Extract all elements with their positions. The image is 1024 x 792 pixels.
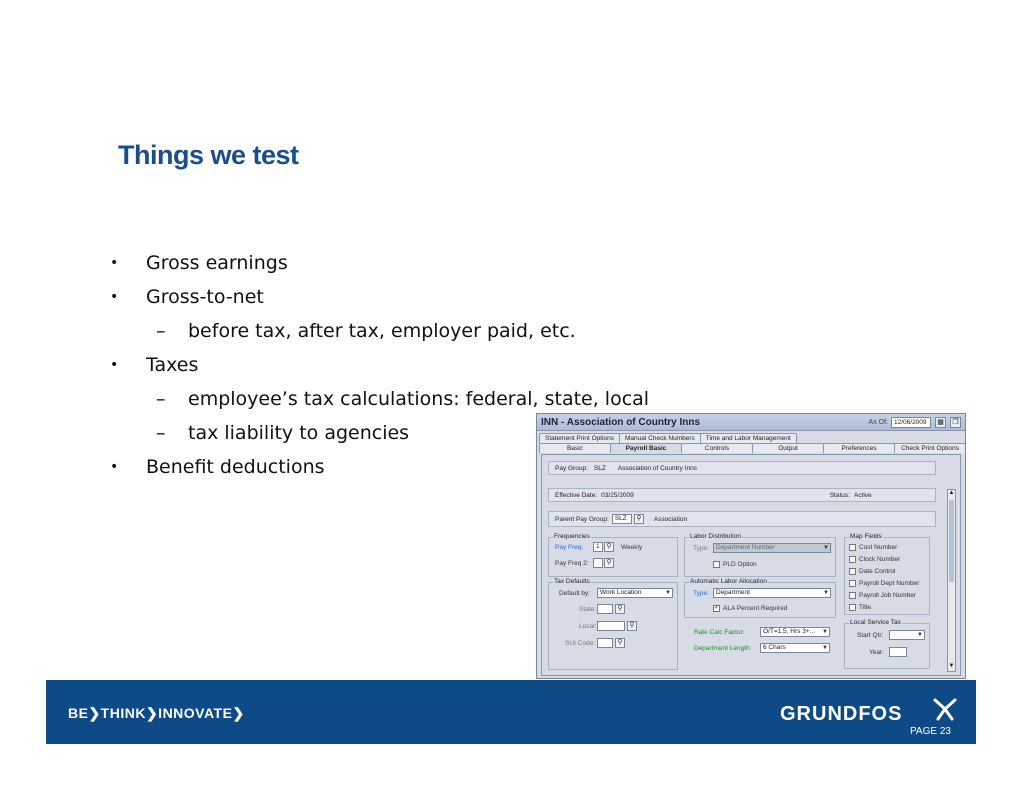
chevron-down-icon[interactable]: ▼ xyxy=(823,590,829,596)
dept-length-value: 6 Chars xyxy=(763,644,786,651)
grundfos-logo-icon xyxy=(932,696,958,722)
ala-percent-checkbox[interactable]: ✓ xyxy=(714,605,720,611)
chevron-down-icon: ▼ xyxy=(823,545,829,551)
parent-pay-group-row xyxy=(548,511,936,527)
chevron-down-icon[interactable]: ▼ xyxy=(917,632,923,638)
pay-group-row xyxy=(548,461,936,475)
as-of-field[interactable]: 12/06/2009 xyxy=(891,417,931,428)
bullet-item: • Gross earnings xyxy=(110,246,649,280)
local-field[interactable] xyxy=(597,621,625,631)
start-qtr-label: Start Qtr: xyxy=(857,632,884,639)
sub-bullet-item: – before tax, after tax, employer paid, etc. xyxy=(110,314,649,348)
auto-labor-group xyxy=(684,578,836,618)
tab-basic[interactable]: Basic xyxy=(539,443,611,453)
parent-pay-group-field[interactable]: SLZ xyxy=(612,514,632,524)
footer-bar xyxy=(46,680,976,744)
pay-freq-label: Pay Freq: xyxy=(555,544,584,551)
state-field[interactable] xyxy=(597,604,613,614)
search-icon[interactable]: ⚲ xyxy=(604,558,614,568)
bullet-item: • Gross-to-net xyxy=(110,280,649,314)
as-of-label: As Of: xyxy=(868,418,888,426)
tab-manual-check-numbers[interactable]: Manual Check Numbers xyxy=(619,433,701,443)
parent-pay-group-name: Association xyxy=(653,515,688,523)
map-field-checkbox[interactable] xyxy=(849,568,856,575)
pay-group-code: SLZ xyxy=(593,464,606,472)
labor-distribution-label: Labor Distribution xyxy=(690,533,741,540)
pay-freq-field[interactable]: 1 xyxy=(593,542,603,552)
frequencies-group xyxy=(548,533,678,577)
map-field-checkbox[interactable] xyxy=(849,592,856,599)
scroll-up-icon[interactable]: ▲ xyxy=(948,490,955,496)
year-label: Year: xyxy=(869,649,884,656)
rate-calc-select[interactable] xyxy=(760,627,830,637)
map-fields-label: Map Fields xyxy=(850,533,882,540)
pay-freq2-label: Pay Freq 2: xyxy=(555,560,589,567)
map-field-label: Date Control xyxy=(859,568,896,575)
pay-freq-name: Weekly xyxy=(621,544,643,551)
map-field-checkbox[interactable] xyxy=(849,580,856,587)
state-label: State: xyxy=(579,606,596,613)
effective-date-value: 03/25/2009 xyxy=(601,491,634,499)
tab-time-labor-management[interactable]: Time and Labor Management xyxy=(700,433,797,443)
app-title: INN - Association of Country Inns xyxy=(541,416,701,428)
tab-row-lower xyxy=(537,443,965,453)
default-by-select[interactable] xyxy=(597,588,673,598)
dept-length-label: Department Length: xyxy=(694,645,752,652)
map-field-checkbox[interactable] xyxy=(849,604,856,611)
search-icon[interactable]: ⚲ xyxy=(615,638,625,648)
labor-type-value: Department Number xyxy=(716,544,775,551)
pld-option-label: PLD Option xyxy=(723,561,757,568)
auto-labor-type-select[interactable] xyxy=(713,588,831,598)
parent-pay-group-label: Parent Pay Group: xyxy=(555,515,609,523)
chevron-down-icon[interactable]: ▼ xyxy=(665,590,671,596)
scroll-thumb[interactable] xyxy=(949,500,954,582)
frequencies-label: Frequencies xyxy=(554,533,590,540)
effective-date-label: Effective Date: xyxy=(555,491,598,499)
calendar-icon[interactable]: ▦ xyxy=(935,417,946,428)
chevron-down-icon[interactable]: ▼ xyxy=(822,645,828,651)
tax-defaults-group xyxy=(548,578,678,670)
map-field-label: Title xyxy=(859,604,872,611)
ala-percent-label: ALA Percent Required xyxy=(723,605,788,612)
auto-labor-label: Automatic Labor Allocation xyxy=(690,578,767,585)
search-icon[interactable]: ⚲ xyxy=(627,621,637,631)
footer-tagline: BE❯THINK❯INNOVATE❯ xyxy=(68,705,245,721)
tab-controls[interactable]: Controls xyxy=(681,443,753,453)
scrollbar[interactable] xyxy=(947,489,956,672)
search-icon[interactable]: ⚲ xyxy=(604,542,614,552)
map-field-checkbox[interactable] xyxy=(849,544,856,551)
rate-calc-value: O/T=1.5, Hrs 3+... xyxy=(763,628,816,635)
local-service-tax-label: Local Service Tax xyxy=(850,619,901,626)
sui-code-label: SUI Code: xyxy=(565,640,595,647)
search-icon[interactable]: ⚲ xyxy=(634,514,644,524)
start-qtr-select[interactable] xyxy=(889,630,925,640)
grundfos-logo-text: GRUNDFOS xyxy=(780,703,903,725)
rate-calc-label: Rate Calc Factor: xyxy=(694,629,745,636)
local-label: Local: xyxy=(579,623,597,630)
payroll-basic-panel xyxy=(541,454,961,676)
page-number: PAGE 23 xyxy=(910,726,951,737)
tab-check-print-options[interactable]: Check Print Options xyxy=(894,443,966,453)
pay-group-name: Association of Country Inns xyxy=(617,464,697,472)
labor-type-select xyxy=(713,543,831,553)
status-label: Status: xyxy=(829,491,850,499)
tab-row-upper xyxy=(537,433,965,443)
pay-freq2-field[interactable] xyxy=(593,558,603,568)
default-by-label: Default by: xyxy=(559,590,591,597)
pay-group-label: Pay Group: xyxy=(555,464,588,472)
tab-output[interactable]: Output xyxy=(752,443,824,453)
tab-statement-print-options[interactable]: Statement Print Options xyxy=(539,433,620,443)
copy-icon[interactable]: ❐ xyxy=(950,417,961,428)
labor-type-label: Type: xyxy=(693,545,709,552)
default-by-value: Work Location xyxy=(600,589,642,596)
auto-labor-type-value: Department xyxy=(716,589,750,596)
search-icon[interactable]: ⚲ xyxy=(615,604,625,614)
status-value: Active xyxy=(853,491,872,499)
pld-option-checkbox[interactable] xyxy=(713,561,720,568)
app-titlebar xyxy=(537,414,965,431)
labor-distribution-group xyxy=(684,533,836,577)
payroll-app-screenshot xyxy=(536,413,966,679)
bullet-item: • Taxes xyxy=(110,348,649,382)
map-field-checkbox[interactable] xyxy=(849,556,856,563)
year-field[interactable] xyxy=(889,647,907,657)
local-service-tax-group xyxy=(844,619,930,669)
tab-preferences[interactable]: Preferences xyxy=(823,443,895,453)
sub-bullet-item: – tax liability to agencies xyxy=(110,416,649,450)
dept-length-select[interactable] xyxy=(760,643,830,653)
map-field-label: Payroll Job Number xyxy=(859,592,917,599)
auto-labor-type-label: Type: xyxy=(693,590,709,597)
tax-defaults-label: Tax Defaults xyxy=(554,578,590,585)
sub-bullet-item: – employee’s tax calculations: federal, state, local xyxy=(110,382,649,416)
tab-payroll-basic[interactable]: Payroll Basic xyxy=(610,443,682,453)
chevron-down-icon[interactable]: ▼ xyxy=(822,629,828,635)
map-field-label: Payroll Dept Number xyxy=(859,580,920,587)
effective-date-row xyxy=(548,488,936,502)
sui-code-field[interactable] xyxy=(597,638,613,648)
scroll-down-icon[interactable]: ▼ xyxy=(948,663,955,669)
map-fields-group xyxy=(844,533,930,615)
map-field-label: Cost Number xyxy=(859,544,898,551)
map-field-label: Clock Number xyxy=(859,556,901,563)
bullet-item: • Benefit deductions xyxy=(110,450,649,484)
slide-title: Things we test xyxy=(118,140,299,170)
